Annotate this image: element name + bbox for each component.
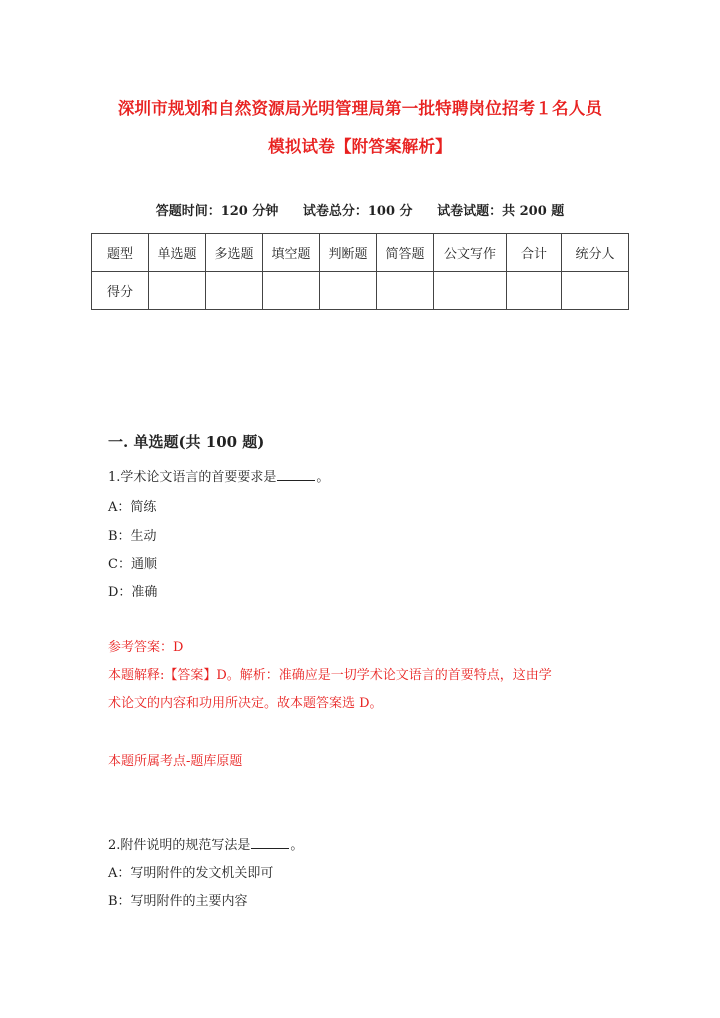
section-heading: 一. 单选题(共 100 题) <box>108 433 265 451</box>
score-header-cell: 简答题 <box>377 234 434 272</box>
score-cell <box>149 272 206 310</box>
score-cell <box>377 272 434 310</box>
question-1-option-c: C：通顺 <box>108 557 157 572</box>
answer-blank <box>251 837 289 849</box>
question-1-explanation-line1: 本题解释:【答案】D。解析：准确应是一切学术论文语言的首要特点，这由学 <box>108 668 552 683</box>
score-cell <box>263 272 320 310</box>
question-2-stem <box>108 834 303 853</box>
answer-blank <box>277 469 315 481</box>
question-1-source: 本题所属考点-题库原题 <box>108 754 243 769</box>
question-1-option-a: A：简练 <box>108 500 157 515</box>
score-header-cell: 判断题 <box>320 234 377 272</box>
question-1-stem <box>108 466 329 485</box>
question-2-option-b: B：写明附件的主要内容 <box>108 894 248 909</box>
question-1-explanation-line2: 术论文的内容和功用所决定。故本题答案选 D。 <box>108 696 383 711</box>
score-header-cell: 合计 <box>507 234 562 272</box>
score-header-cell: 统分人 <box>562 234 629 272</box>
exam-title-line1: 深圳市规划和自然资源局光明管理局第一批特聘岗位招考１名人员 <box>117 99 603 118</box>
score-header-cell: 公文写作 <box>434 234 507 272</box>
score-header-cell: 单选题 <box>149 234 206 272</box>
score-cell <box>206 272 263 310</box>
score-cell <box>507 272 562 310</box>
question-2-stem-text: 2.附件说明的规范写法是 <box>108 838 251 853</box>
score-table-score-row <box>92 272 629 310</box>
question-2-option-a: A：写明附件的发文机关即可 <box>108 866 274 881</box>
exam-question-count: 试卷试题：共 200 题 <box>437 204 565 219</box>
question-2-stem-end: 。 <box>290 838 304 853</box>
score-table <box>91 233 629 310</box>
exam-meta <box>0 200 720 219</box>
question-1-option-d: D：准确 <box>108 585 158 600</box>
score-header-cell: 多选题 <box>206 234 263 272</box>
score-cell <box>434 272 507 310</box>
score-cell <box>320 272 377 310</box>
score-cell <box>562 272 629 310</box>
exam-title-line2: 模拟试卷【附答案解析】 <box>268 137 452 156</box>
score-row-label: 得分 <box>92 272 149 310</box>
exam-time: 答题时间：120 分钟 <box>155 204 279 219</box>
score-header-cell: 题型 <box>92 234 149 272</box>
score-table-header-row <box>92 234 629 272</box>
question-1-answer: 参考答案：D <box>108 640 184 655</box>
question-1-stem-text: 1.学术论文语言的首要要求是 <box>108 470 277 485</box>
exam-total-score: 试卷总分：100 分 <box>302 204 413 219</box>
score-header-cell: 填空题 <box>263 234 320 272</box>
question-1-stem-end: 。 <box>316 470 330 485</box>
question-1-option-b: B：生动 <box>108 529 157 544</box>
